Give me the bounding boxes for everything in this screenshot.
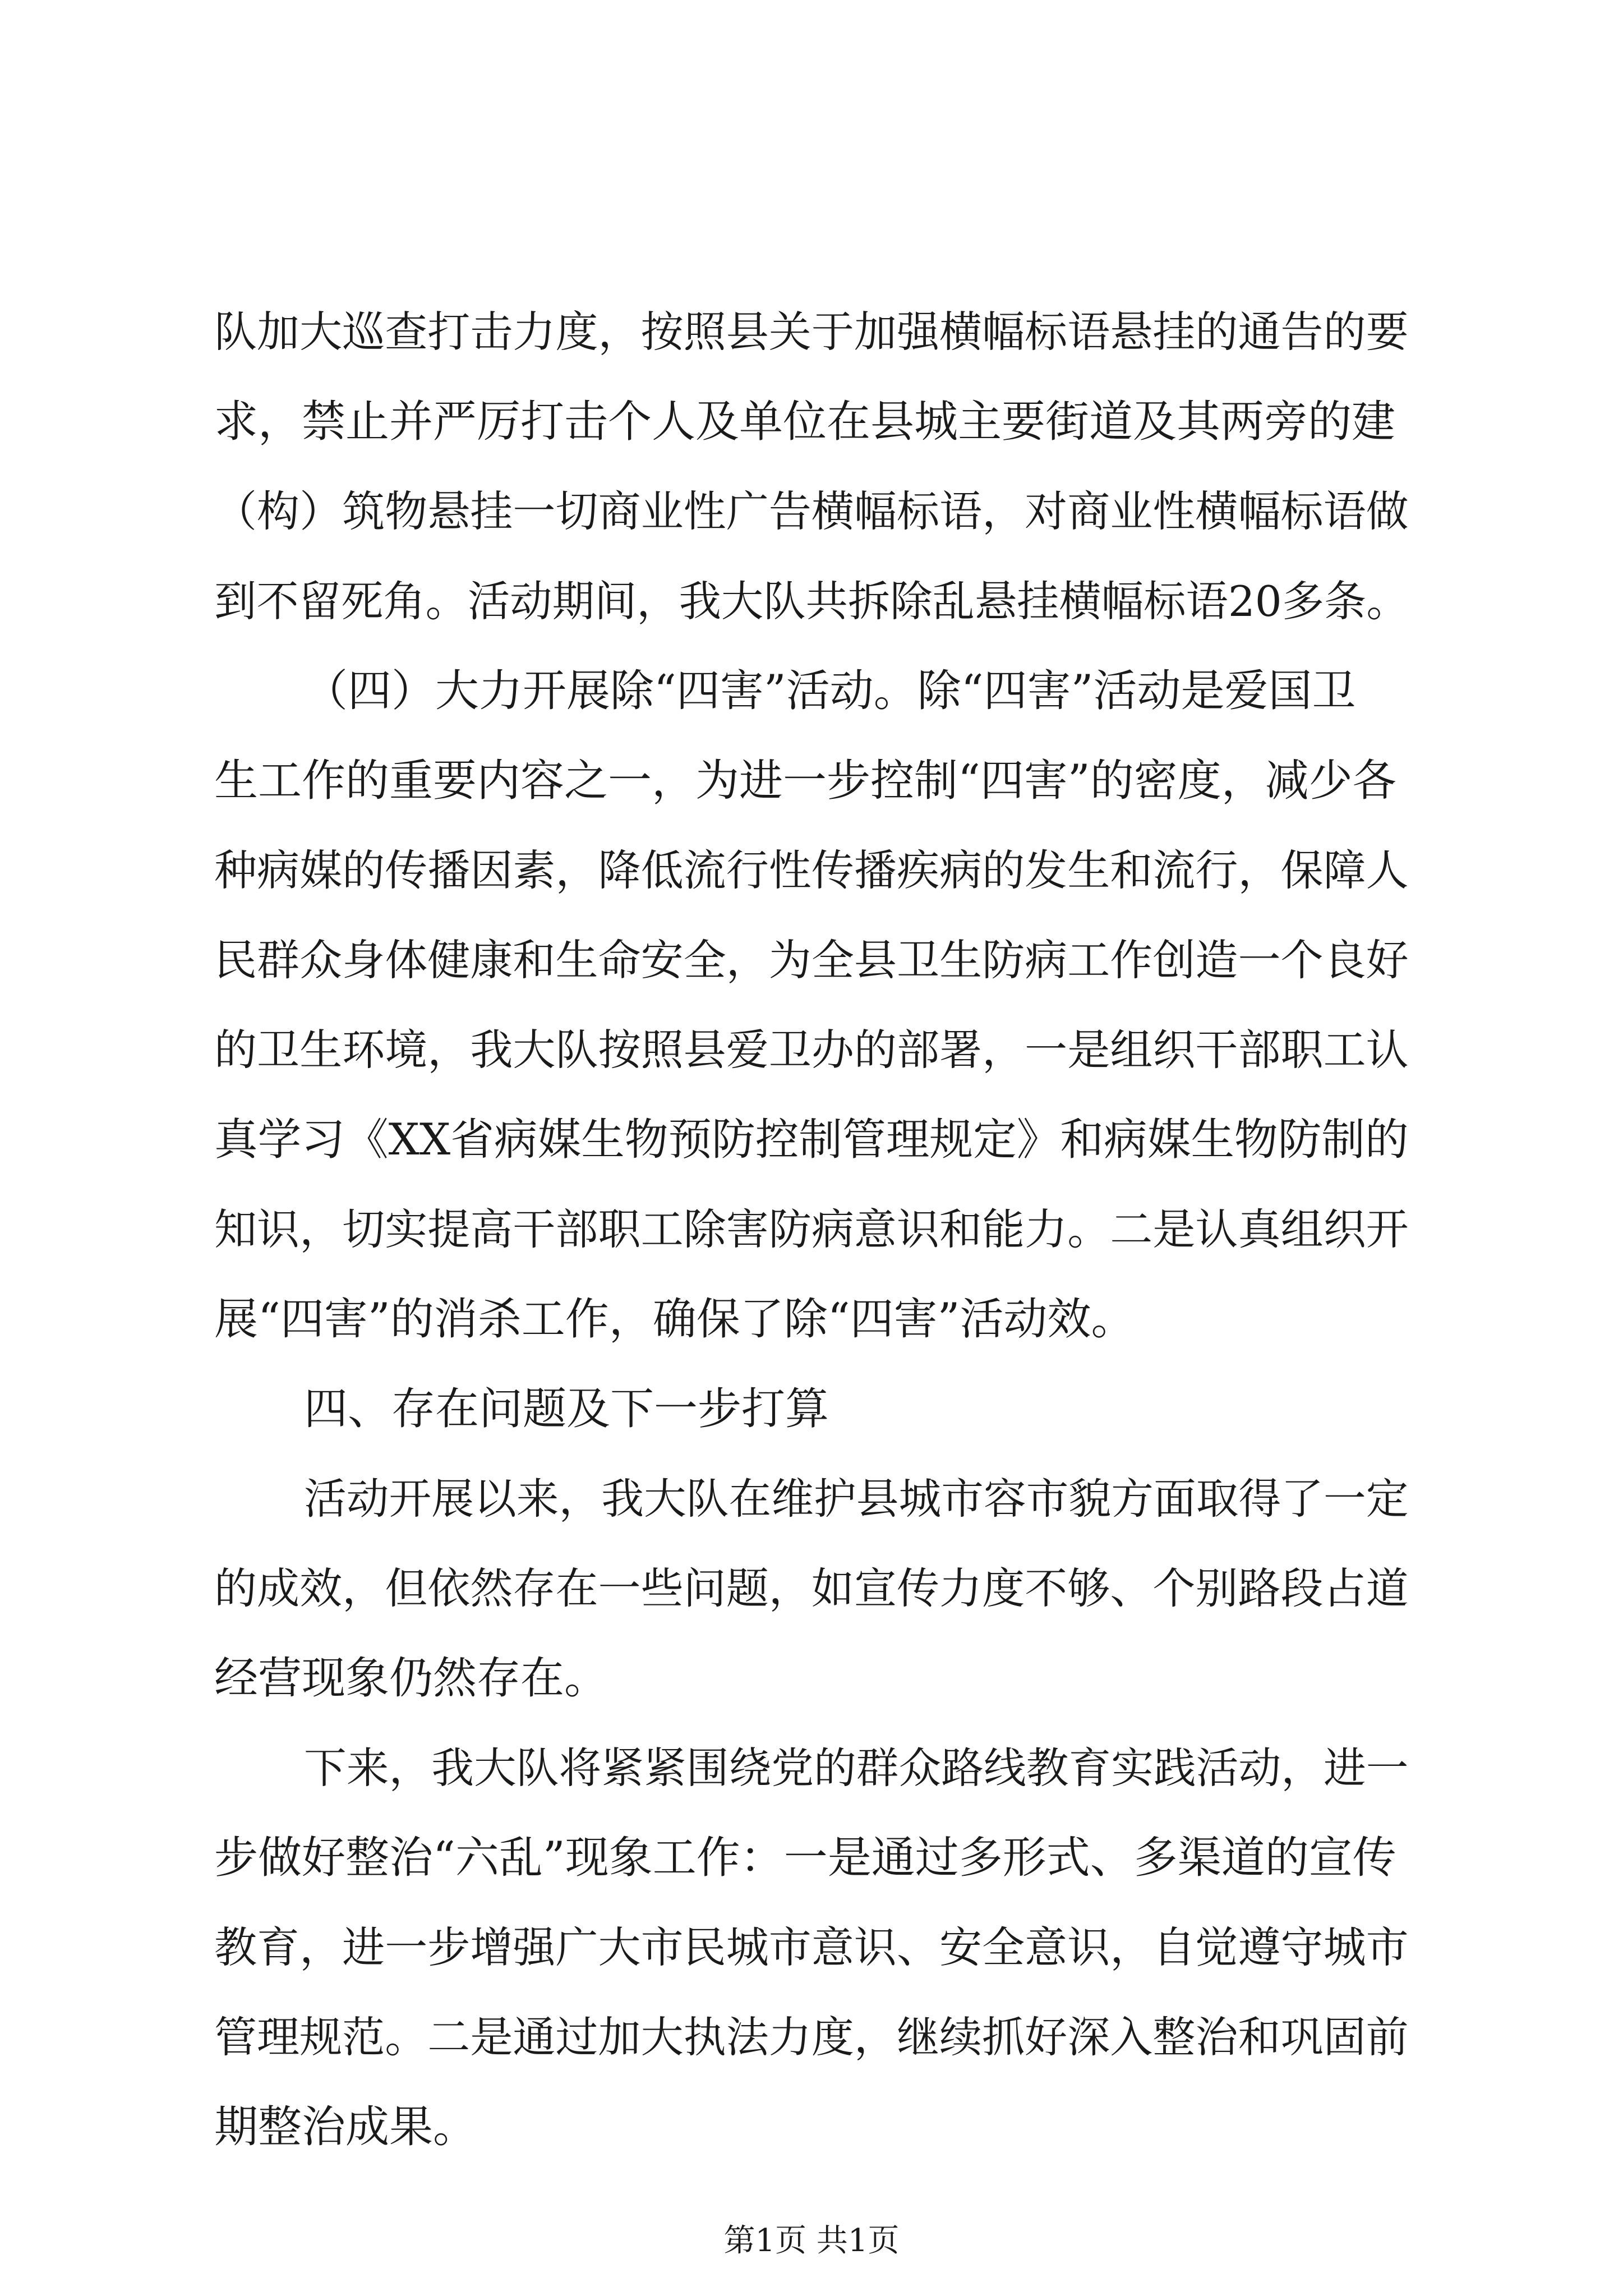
section-heading [304,1364,1623,1454]
text-line [304,1454,1623,1544]
text-line [214,2082,1623,2172]
text-line [214,736,1623,826]
text-line [214,377,1623,467]
text-line-content: 知识，切实提高干部职工除害防病意识和能力。二是认真组织开 [214,1204,1409,1254]
section-heading-text: 四、存在问题及下一步打算 [304,1384,829,1434]
text-line-content: 真学习《XX省病媒生物预防控制管理规定》和病媒生物防制的 [214,1115,1409,1165]
text-line [214,1993,1623,2082]
text-line [214,1185,1623,1274]
text-line-content: 到不留死角。活动期间，我大队共拆除乱悬挂横幅标语20多条。 [214,577,1409,626]
text-line [214,915,1623,1005]
text-line-content: 求，禁止并严厉打击个人及单位在县城主要街道及其两旁的建 [214,397,1396,447]
text-line-content: 教育，进一步增强广大市民城市意识、安全意识，自觉遵守城市 [214,1922,1409,1972]
text-line [214,1005,1623,1095]
text-line-content: 步做好整治“六乱”现象工作：一是通过多形式、多渠道的宣传 [214,1833,1396,1883]
text-line-content: 展“四害”的消杀工作，确保了除“四害”活动效。 [214,1294,1135,1345]
text-line [214,1813,1623,1903]
text-line-content: 的成效，但依然存在一些问题，如宣传力度不够、个别路段占道 [214,1563,1409,1613]
text-line [214,467,1623,556]
page-number: 第1页 共1页 [723,2223,900,2259]
text-line-content: 期整治成果。 [214,2102,477,2152]
text-line-content: 活动开展以来，我大队在维护县城市容市貌方面取得了一定 [304,1474,1409,1524]
text-line [214,1903,1623,1993]
text-line [214,1095,1623,1185]
text-line [304,646,1623,736]
text-line-content: 经营现象仍然存在。 [214,1653,608,1704]
text-line-content: 民群众身体健康和生命安全，为全县卫生防病工作创造一个良好 [214,935,1409,985]
text-line [214,287,1623,377]
text-line-content: 队加大巡查打击力度，按照县关于加强横幅标语悬挂的通告的要 [214,307,1409,357]
text-line [304,1723,1623,1813]
text-line [214,1274,1623,1364]
text-line [214,826,1623,915]
page-footer [0,2219,1623,2263]
text-line-content: 下来，我大队将紧紧围绕党的群众路线教育实践活动，进一 [304,1743,1409,1793]
text-line-content: 种病媒的传播因素，降低流行性传播疾病的发生和流行，保障人 [214,845,1409,895]
text-line-content: （构）筑物悬挂一切商业性广告横幅标语，对商业性横幅标语做 [214,486,1409,536]
text-line-content: 的卫生环境，我大队按照县爱卫办的部署，一是组织干部职工认 [214,1025,1409,1075]
text-line-content: （四）大力开展除“四害”活动。除“四害”活动是爱国卫 [304,666,1356,716]
text-line [214,1634,1623,1723]
text-line [214,556,1623,646]
text-line [214,1544,1623,1634]
text-line-content: 生工作的重要内容之一，为进一步控制“四害”的密度，减少各 [214,756,1396,806]
text-line-content: 管理规范。二是通过加大执法力度，继续抓好深入整治和巩固前 [214,2012,1409,2062]
